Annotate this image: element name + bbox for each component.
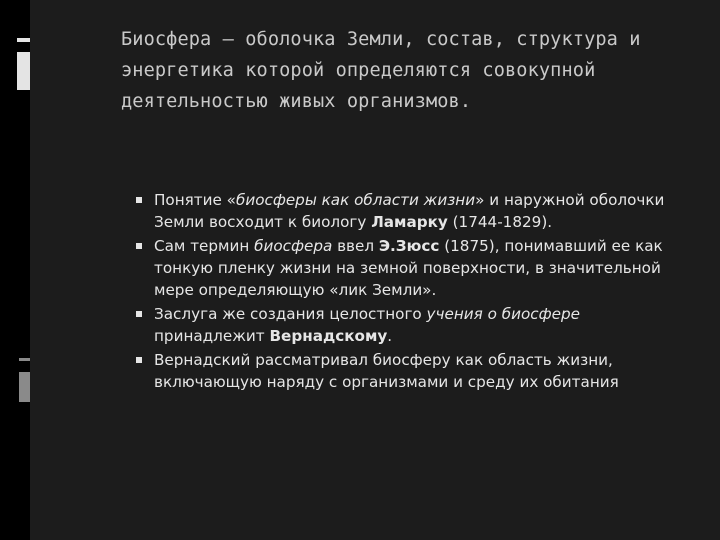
square-bullet-icon: [136, 243, 142, 249]
bullet-text-segment: Понятие «: [154, 191, 236, 209]
square-bullet-icon: [136, 197, 142, 203]
bullet-item: [135, 189, 683, 233]
bullet-text-segment: Вернадскому: [269, 327, 388, 345]
bullet-text-segment: Вернадский рассматривал биосферу как область жизни, включающую наряду с организмами и среду их обитания: [154, 351, 619, 391]
decor-bar: [19, 358, 30, 361]
bullet-item: [135, 349, 683, 393]
bullet-text-segment: » и наружной оболочки Земли восходит к биологу: [154, 191, 665, 231]
decor-bar: [19, 372, 30, 402]
bullet-text-segment: биосфера: [254, 237, 333, 255]
bullet-text-segment: Заслуга же создания целостного: [154, 305, 427, 323]
decorative-bars-bottom: [14, 0, 30, 540]
bullet-text-segment: Сам термин: [154, 237, 255, 255]
bullet-text-segment: (1744-1829).: [447, 213, 553, 231]
slide-title: Биосфера – оболочка Земли, состав, структура и энергетика которой определяются совокупной деятельностью живых организмов.: [121, 29, 641, 112]
bullet-text-segment: (1875), понимавший ее как тонкую пленку жизни на земной поверхности, в значительной мере определяющую «лик Земли».: [154, 237, 663, 299]
bullet-text-segment: ввел: [332, 237, 379, 255]
bullet-item: [135, 303, 683, 347]
square-bullet-icon: [136, 357, 142, 363]
bullet-text-segment: Ламарку: [371, 213, 448, 231]
bullet-text-segment: биосферы как области жизни: [235, 191, 476, 209]
bullet-list: [135, 189, 683, 395]
bullet-text-segment: принадлежит: [154, 327, 270, 345]
bullet-text-segment: .: [387, 327, 393, 345]
bullet-text-segment: Э.Зюсс: [378, 237, 440, 255]
square-bullet-icon: [136, 311, 142, 317]
bullet-text-segment: учения о биосфере: [426, 305, 580, 323]
bullet-item: [135, 235, 683, 301]
